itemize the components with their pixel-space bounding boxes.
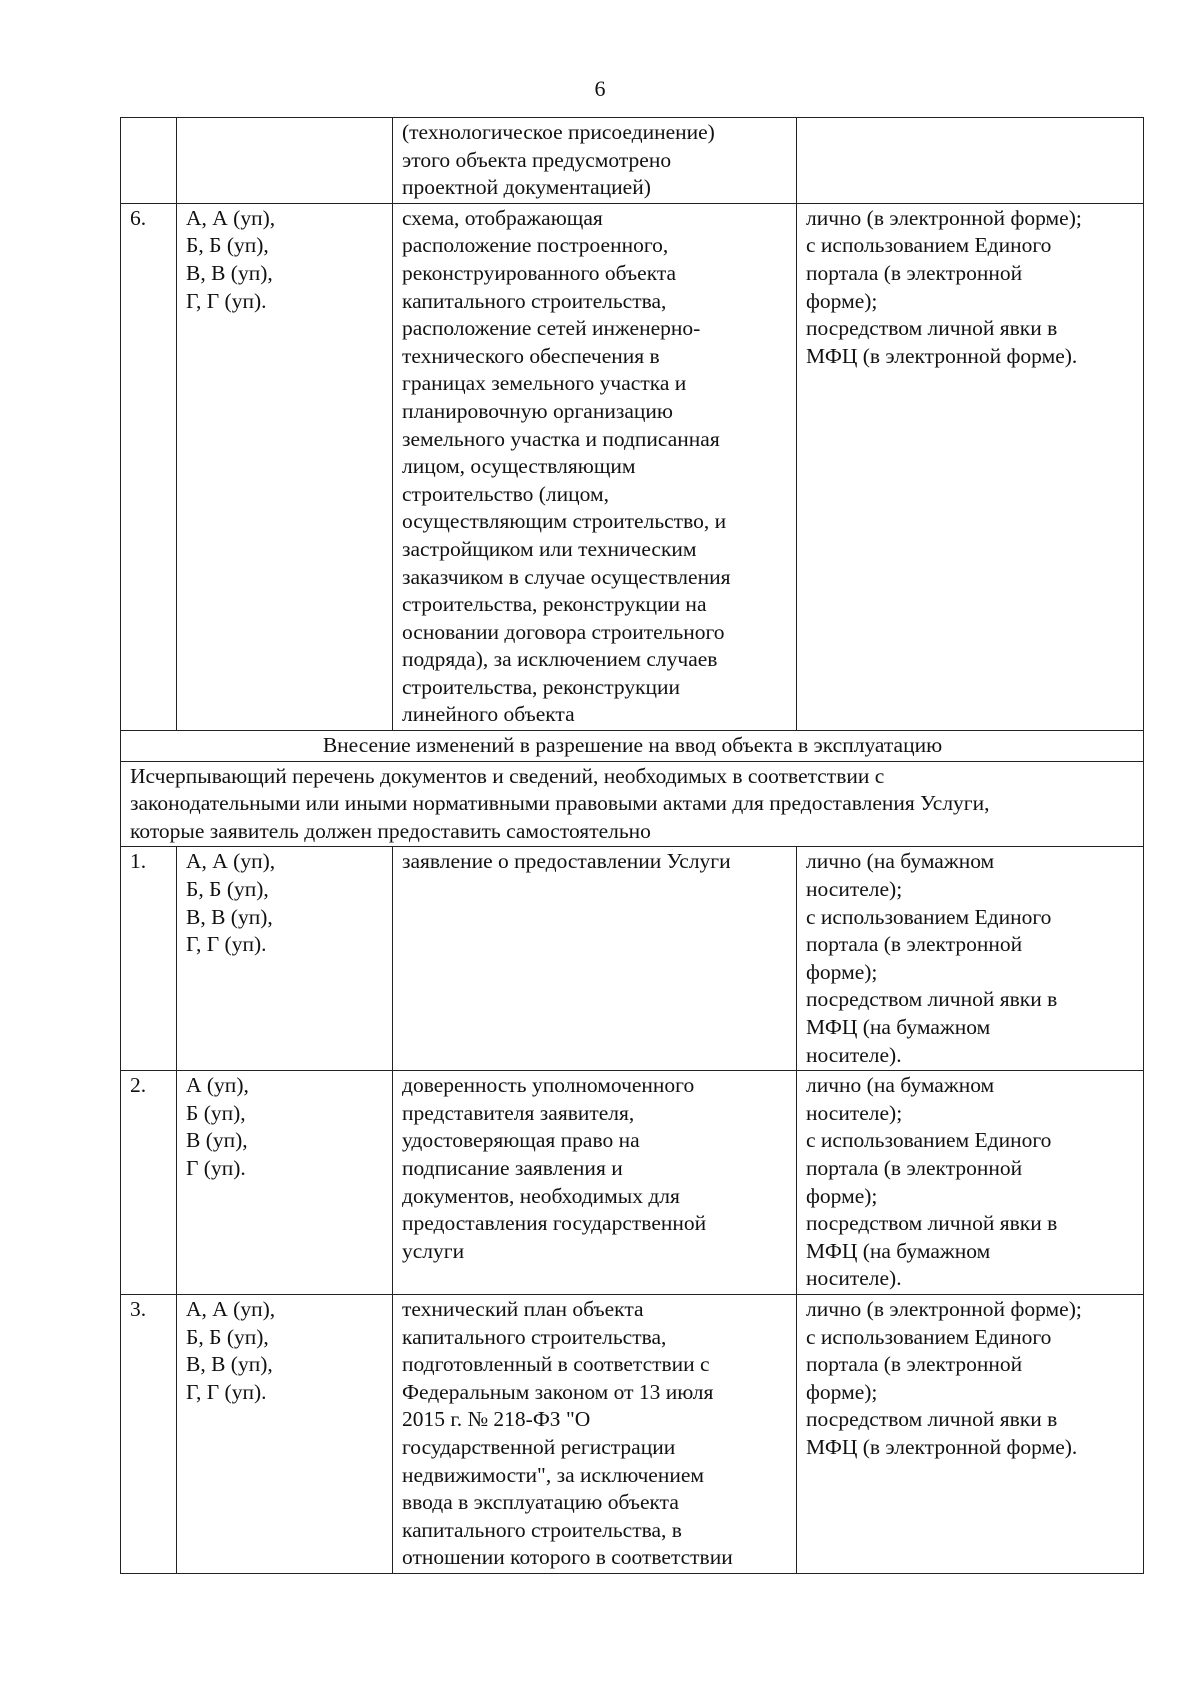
document-description: технический план объекта капитального строительства, подготовленный в соответствии с Федеральным законом от 13 июля 2015 г. № 218-ФЗ "О государственной регистрации недвижимости", за исключением ввода в эксплуатацию объекта капитального строительства, в отношении которого в соответствии [393,1294,797,1573]
table-row [121,1071,1144,1295]
section-intro-row [121,761,1144,847]
submission-method: лично (на бумажном носителе); с использованием Единого портала (в электронной форме); посредством личной явки в МФЦ (на бумажном носителе). [797,847,1144,1071]
section-title: Внесение изменений в разрешение на ввод объекта в эксплуатацию [121,731,1144,762]
submission-method: лично (на бумажном носителе); с использованием Единого портала (в электронной форме); посредством личной явки в МФЦ (на бумажном носителе). [797,1071,1144,1295]
document-description: (технологическое присоединение) этого объекта предусмотрено проектной документацией) [393,118,797,204]
row-number [121,118,177,204]
table-row [121,118,1144,204]
document-description: схема, отображающая расположение построенного, реконструированного объекта капитального строительства, расположение сетей инженерно- технического обеспечения в границах земельного участка и планировочную организацию земельного участка и подписанная лицом, осуществляющим строительство (лицом, осуществляющим строительство, и застройщиком или техническим заказчиком в случае осуществления строительства, реконструкции на основании договора строительного подряда), за исключением случаев строительства, реконструкции линейного объекта [393,203,797,730]
applicant-categories: А, А (уп), Б, Б (уп), В, В (уп), Г, Г (уп). [177,847,393,1071]
applicant-categories: А, А (уп), Б, Б (уп), В, В (уп), Г, Г (уп). [177,1294,393,1573]
documents-table [120,117,1144,1574]
page-number: 6 [594,76,606,101]
section-intro: Исчерпывающий перечень документов и сведений, необходимых в соответствии с законодательными или иными нормативными правовыми актами для предоставления Услуги, которые заявитель должен предоставить самостоятельно [121,761,1144,847]
submission-method [797,118,1144,204]
row-number: 1. [121,847,177,1071]
row-number: 6. [121,203,177,730]
submission-method: лично (в электронной форме); с использованием Единого портала (в электронной форме); посредством личной явки в МФЦ (в электронной форме). [797,203,1144,730]
document-description: заявление о предоставлении Услуги [393,847,797,1071]
applicant-categories: А (уп), Б (уп), В (уп), Г (уп). [177,1071,393,1295]
section-header-row [121,731,1144,762]
document-description: доверенность уполномоченного представителя заявителя, удостоверяющая право на подписание заявления и документов, необходимых для предоставления государственной услуги [393,1071,797,1295]
table-row [121,203,1144,730]
table-row [121,1294,1144,1573]
table-row [121,847,1144,1071]
submission-method: лично (в электронной форме); с использованием Единого портала (в электронной форме); посредством личной явки в МФЦ (в электронной форме). [797,1294,1144,1573]
applicant-categories [177,118,393,204]
row-number: 3. [121,1294,177,1573]
applicant-categories: А, А (уп), Б, Б (уп), В, В (уп), Г, Г (уп). [177,203,393,730]
row-number: 2. [121,1071,177,1295]
